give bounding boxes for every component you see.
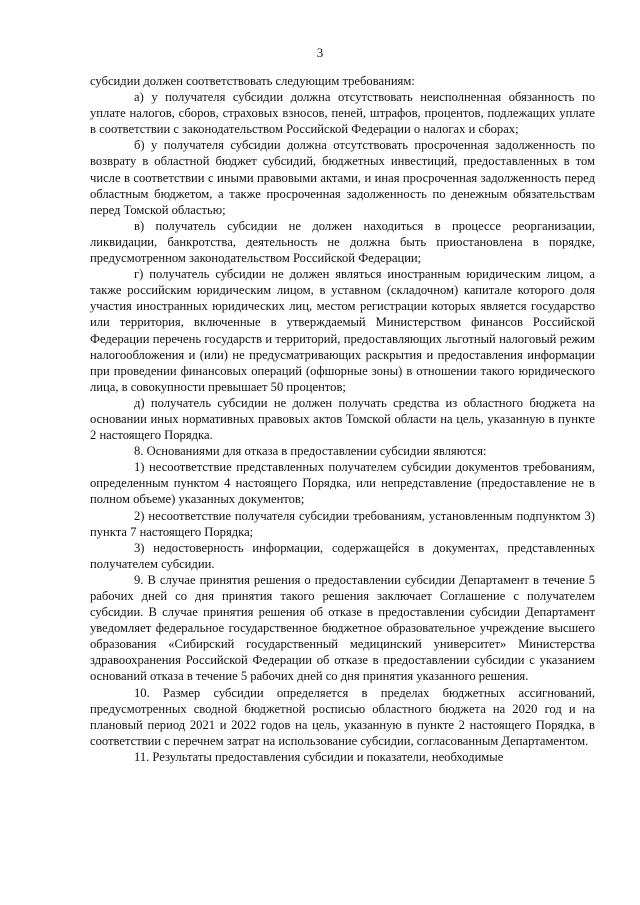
paragraph-10: 10. Размер субсидии определяется в пределах бюджетных ассигнований, предусмотренных сводной бюджетной росписью областного бюджета на 2020 год и на плановый период 2021 и 2022 годов на цель, указанную в пункте 2 настоящего Порядка, в соответствии с перечнем затрат на использование субсидии, согласованным Департаментом. xyxy=(90,685,595,748)
paragraph-7v: в) получатель субсидии не должен находиться в процессе реорганизации, ликвидации, банкротства, деятельность не должна быть приостановлена в порядке, предусмотренном законодательством Российской Федерации; xyxy=(90,218,595,266)
body-text xyxy=(90,73,595,765)
paragraph-8-2: 2) несоответствие получателя субсидии требованиям, установленным подпунктом 3) пункта 7 настоящего Порядка; xyxy=(90,508,595,539)
paragraph-7a: а) у получателя субсидии должна отсутствовать неисполненная обязанность по уплате налогов, сборов, страховых взносов, пеней, штрафов, процентов, подлежащих уплате в соответствии с законодательством Российской Федерации о налогах и сборах; xyxy=(90,90,595,137)
paragraph-7d: д) получатель субсидии не должен получать средства из областного бюджета на основании иных нормативных правовых актов Томской области на цель, указанную в пункте 2 настоящего Порядка. xyxy=(90,395,595,443)
paragraph-8-1: 1) несоответствие представленных получателем субсидии документов требованиям, определенным пунктом 4 настоящего Порядка, или непредставление (предоставление не в полном объеме) указанных документов; xyxy=(90,460,595,507)
page-number: 3 xyxy=(316,45,324,60)
paragraph-9: 9. В случае принятия решения о предоставлении субсидии Департамент в течение 5 рабочих дней со дня принятия такого решения заключает Соглашение с получателем субсидии. В случае принятия решения об отказе в предоставлении субсидии Департамент уведомляет федеральное государственное бюджетное образовательное учреждение высшего образования «Сибирский государственный медицинский университет» Министерства здравоохранения Российской Федерации об отказе в предоставлении субсидии с указанием оснований отказа в течение 5 рабочих дней со дня принятия указанного решения. xyxy=(90,572,595,684)
paragraph-8: 8. Основаниями для отказа в предоставлении субсидии являются: xyxy=(134,444,487,459)
paragraph-11: 11. Результаты предоставления субсидии и показатели, необходимые xyxy=(134,749,504,764)
paragraph-7b: б) у получателя субсидии должна отсутствовать просроченная задолженность по возврату в областной бюджет субсидий, бюджетных инвестиций, предоставленных в том числе в соответствии с иными правовыми актами, и иная просроченная задолженность перед областным бюджетом, а также просроченная задолженность по денежным обязательствам перед Томской областью; xyxy=(90,138,595,217)
paragraph-8-3: 3) недостоверность информации, содержащейся в документах, представленных получателем субсидии. xyxy=(90,540,595,571)
paragraph-7g: г) получатель субсидии не должен являться иностранным юридическим лицом, а также российским юридическим лицом, в уставном (складочном) капитале которого доля участия иностранных юридических лиц, местом регистрации которых является государство или территория, включенные в утверждаемый Министерством финансов Российской Федерации перечень государств и территорий, предоставляющих льготный налоговый режим налогообложения и (или) не предусматривающих раскрытия и предоставления информации при проведении финансовых операций (офшорные зоны) в отношении такого юридического лица, в совокупности превышает 50 процентов; xyxy=(90,267,595,394)
paragraph-continuation: субсидии должен соответствовать следующим требованиям: xyxy=(90,74,415,88)
